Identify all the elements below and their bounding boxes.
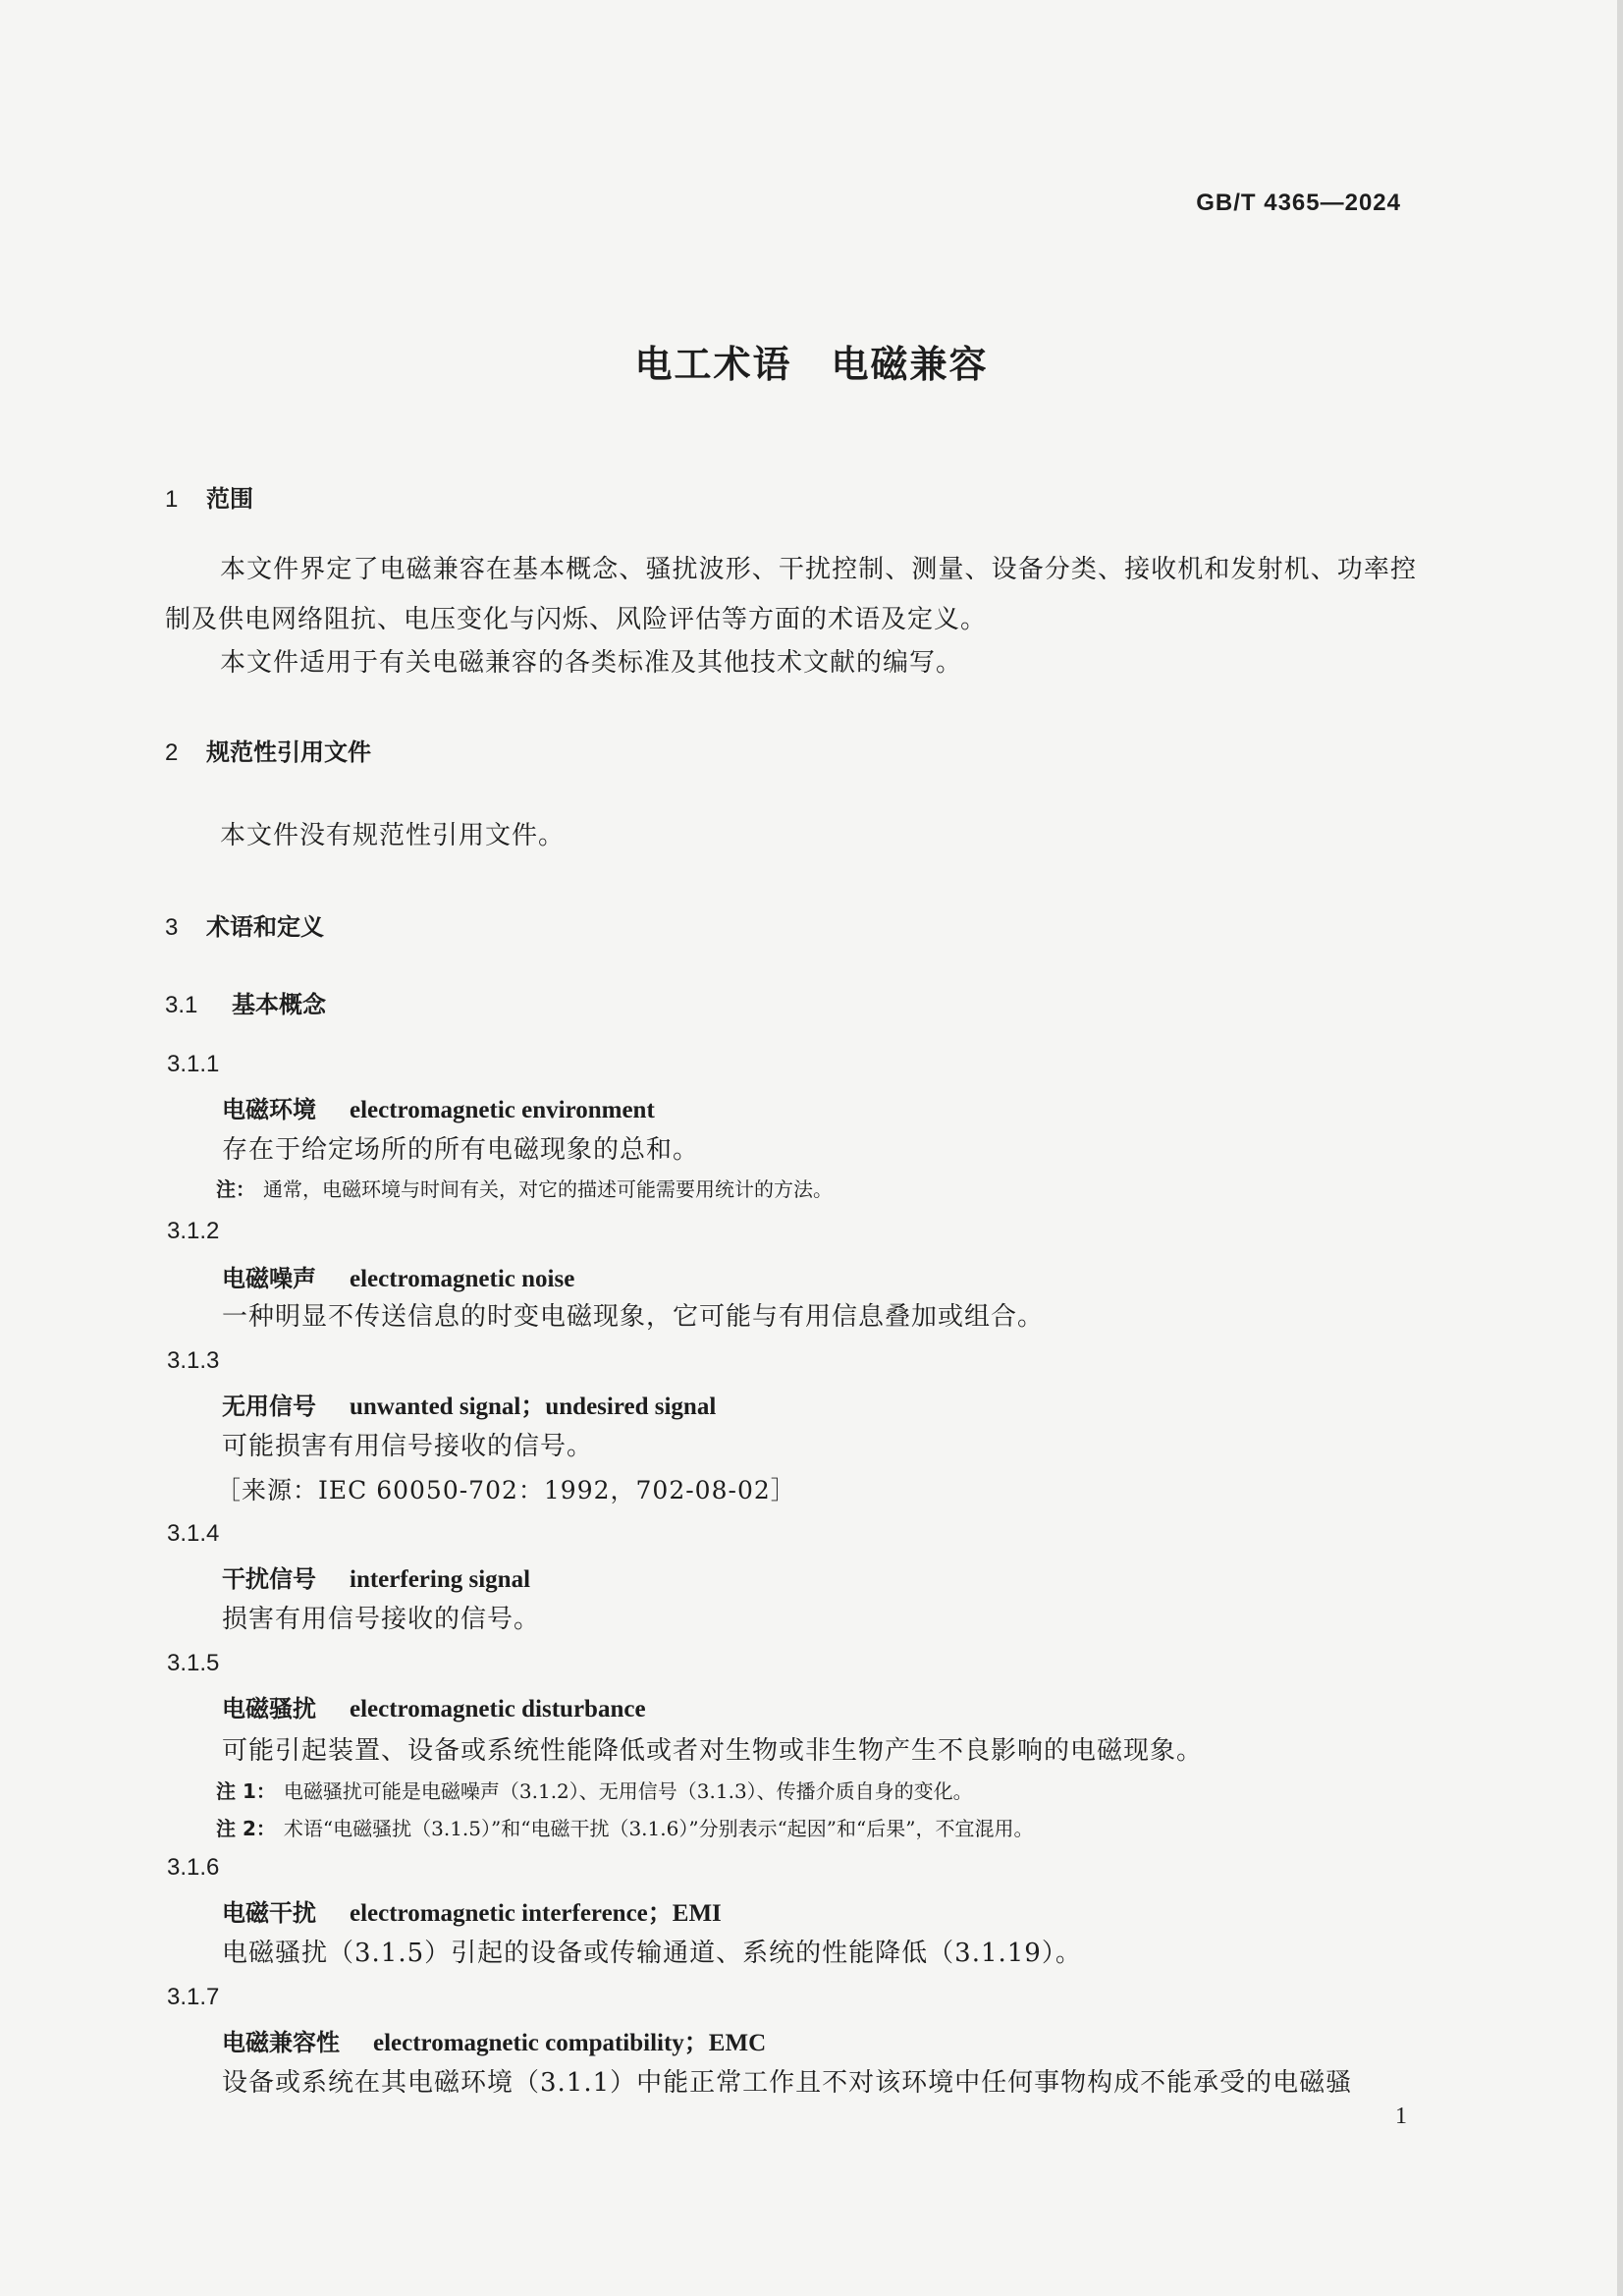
section-number: 2 [165,739,179,766]
page-number: 1 [1395,2104,1407,2129]
section-number: 3 [165,914,179,941]
term-heading [222,1387,716,1422]
section-2-heading [165,733,371,767]
term-en: unwanted signal；undesired signal [350,1394,717,1420]
term-number: 3.1.5 [167,1650,220,1676]
term-zh: 电磁环境 [222,1096,316,1123]
note-text: 电磁骚扰可能是电磁噪声（3.1.2）、无用信号（3.1.3）、传播介质自身的变化。 [283,1779,973,1803]
term-en: electromagnetic environment [350,1097,655,1123]
term-zh: 电磁干扰 [222,1899,316,1927]
term-zh: 无用信号 [222,1393,316,1420]
term-zh: 干扰信号 [222,1565,316,1593]
term-number: 3.1.4 [167,1520,220,1547]
scope-paragraph-1: 本文件界定了电磁兼容在基本概念、骚扰波形、干扰控制、测量、设备分类、接收机和发射机、功率控制及供电网络阻抗、电压变化与闪烁、风险评估等方面的术语及定义。 [165,555,1417,634]
term-heading [222,1090,655,1124]
section-3-heading [165,907,324,942]
term-heading [222,2023,766,2058]
term-en: electromagnetic interference；EMI [350,1900,722,1927]
term-definition: 一种明显不传送信息的时变电磁现象，它可能与有用信息叠加或组合。 [222,1302,1045,1332]
note-label: 注 2： [216,1817,276,1840]
term-number: 3.1.2 [167,1218,220,1244]
term-note [216,1174,833,1202]
section-number: 1 [165,486,179,513]
section-number: 3.1 [165,992,198,1018]
scope-paragraph-2: 本文件适用于有关电磁兼容的各类标准及其他技术文献的编写。 [220,648,963,678]
term-en: interfering signal [350,1566,531,1593]
page-title: 电工术语 电磁兼容 [634,343,989,386]
term-heading [222,1893,722,1929]
term-zh: 电磁噪声 [222,1265,316,1292]
term-definition: 损害有用信号接收的信号。 [222,1605,541,1634]
term-en: electromagnetic noise [350,1266,575,1292]
term-number: 3.1.7 [167,1984,220,2010]
term-en: electromagnetic compatibility；EMC [373,2030,767,2056]
section-3-1-heading [165,985,326,1019]
term-number: 3.1.6 [167,1854,220,1881]
note-text: 术语“电磁骚扰（3.1.5）”和“电磁干扰（3.1.6）”分别表示“起因”和“后果”，不宜混用。 [283,1817,1034,1840]
term-definition: 可能损害有用信号接收的信号。 [222,1432,594,1461]
note-label: 注： [216,1177,255,1201]
term-zh: 电磁骚扰 [222,1695,316,1722]
term-heading [222,1689,646,1723]
term-note [216,1813,1033,1841]
term-number: 3.1.3 [167,1347,220,1374]
term-source: ［来源：IEC 60050-702：1992，702-08-02］ [216,1476,796,1504]
normative-references-paragraph: 本文件没有规范性引用文件。 [220,821,566,850]
note-label: 注 1： [216,1779,276,1803]
term-definition: 设备或系统在其电磁环境（3.1.1）中能正常工作且不对该环境中任何事物构成不能承受的电磁骚 [222,2068,1353,2098]
term-number: 3.1.1 [167,1051,220,1077]
term-note [216,1776,973,1804]
section-title: 规范性引用文件 [206,738,371,766]
term-heading [222,1259,574,1293]
term-definition: 电磁骚扰（3.1.5）引起的设备或传输通道、系统的性能降低（3.1.19）。 [222,1939,1082,1968]
section-title: 基本概念 [232,991,326,1018]
standard-number: GB/T 4365—2024 [1196,190,1401,216]
term-definition: 可能引起装置、设备或系统性能降低或者对生物或非生物产生不良影响的电磁现象。 [222,1736,1204,1766]
section-title: 术语和定义 [206,913,324,941]
term-en: electromagnetic disturbance [350,1696,646,1722]
section-1-heading [165,479,253,514]
term-heading [222,1559,530,1594]
note-text: 通常，电磁环境与时间有关，对它的描述可能需要用统计的方法。 [263,1177,833,1201]
term-zh: 电磁兼容性 [222,2029,340,2056]
section-title: 范围 [206,485,253,513]
term-definition: 存在于给定场所的所有电磁现象的总和。 [222,1135,700,1165]
